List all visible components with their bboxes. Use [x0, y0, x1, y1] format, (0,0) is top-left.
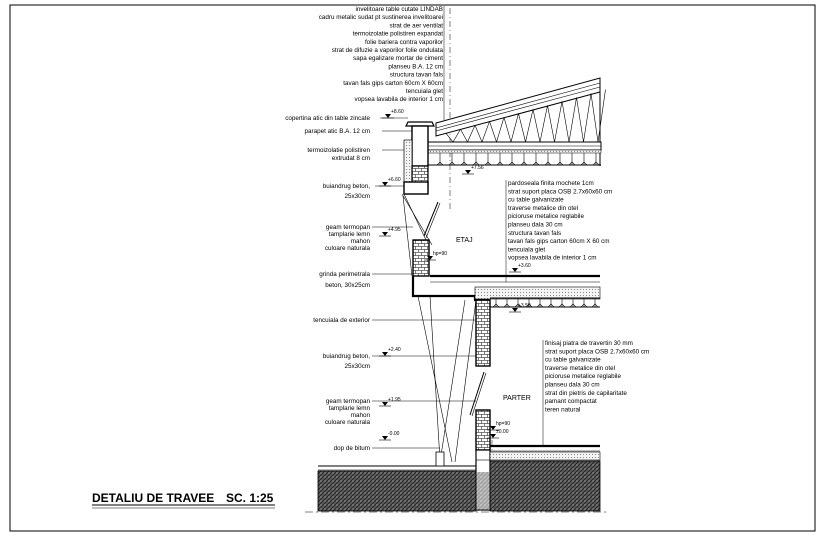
truss-member	[591, 94, 598, 142]
level-value: -0.00	[388, 431, 400, 437]
ceiling-hangers	[437, 153, 599, 165]
annotation-label: buiandrug beton,	[322, 353, 370, 360]
annotation-label: buiandrug beton,	[322, 183, 370, 190]
truss-member	[468, 125, 476, 142]
floor-layer-label: pardoseala finita mochete 1cm	[508, 180, 594, 187]
level-value: +4.95	[388, 227, 401, 233]
roof-layer-label: strat de difuzie a vaporilor folie ondulata	[331, 47, 443, 54]
drawing-title: DETALIU DE TRAVEE	[92, 491, 215, 505]
floor-layer-label: picioruse metalice reglabile	[508, 213, 584, 221]
truss-member	[598, 90, 606, 142]
ground-layer-label: pamant compactat	[545, 398, 597, 406]
truss-member	[569, 97, 577, 142]
floor-layer-label: strat suport placa OSB 2.7x60x60 cm	[508, 188, 613, 196]
truss-member	[533, 109, 540, 142]
truss-member	[504, 117, 511, 142]
level-value: +3.60	[518, 263, 531, 269]
left-annotation-labels	[285, 115, 476, 452]
drawing-scale: SC. 1:25	[226, 491, 274, 505]
roof-layer-label: sapa egalizare mortar de ciment	[353, 55, 443, 63]
roof-layer-labels	[319, 6, 444, 120]
roof-layer-label: structura tavan fals	[389, 71, 443, 79]
roof-layer-label: strat de aer ventilat	[389, 22, 443, 30]
truss-member	[497, 117, 505, 142]
level-value: +7.56	[471, 165, 484, 171]
truss-member	[461, 129, 468, 142]
annotation-label: culoare naturala	[324, 245, 370, 252]
truss-member	[490, 121, 497, 142]
truss-member	[519, 113, 526, 142]
annotation-label: tamplarie lemn	[328, 231, 370, 238]
annotation-label: beton, 30x25cm	[325, 282, 370, 289]
annotation-label: geam termopan	[325, 398, 370, 405]
annotation-label: tencuiala de exterior	[313, 317, 370, 324]
roof-layer-label: vopsea lavabila de interior 1 cm	[354, 96, 443, 104]
annotation-label: culoare naturala	[324, 419, 370, 426]
truss-member	[475, 125, 482, 142]
ground-layer-label: cu table galvanizate	[545, 356, 601, 364]
floor-layer-label: cu table galvanizate	[508, 196, 564, 204]
level-value: hp=90	[433, 251, 448, 257]
ground-layer-labels	[543, 340, 649, 446]
truss-member	[577, 98, 584, 142]
annotation-label: mahon	[350, 238, 370, 245]
ground-layer-label: traverse metalice din otel	[545, 364, 615, 372]
roof-layer-label: tavan fals gips carton 60cm X 60cm	[343, 79, 443, 87]
level-value: +8.60	[391, 109, 404, 115]
ground-layer-label: picioruse metalice reglabile	[545, 373, 621, 381]
soil-hatch	[318, 461, 600, 511]
ground-layer-label: strat suport placa OSB 2.7x60x60 cm	[545, 348, 650, 356]
truss-member	[446, 133, 453, 142]
roof-layer-label: folie bariera contra vaporilor	[364, 38, 443, 46]
roof-assembly	[425, 78, 606, 166]
ceiling-hangers	[493, 299, 598, 307]
room-label-etaj: ETAJ	[456, 237, 473, 244]
annotation-label: termoizolatie polistiren	[307, 147, 370, 154]
annotation-label: parapet atic B.A. 12 cm	[304, 128, 370, 135]
level-value: +6.60	[388, 177, 401, 183]
level-markers	[379, 109, 531, 440]
roof-layer-label: cadru metalic sudat pt sustinerea invelitoarei	[318, 14, 443, 22]
roof-layer-label: planseu B.A. 12 cm	[388, 63, 443, 71]
annotation-label: copertina atic din table zincate	[285, 115, 370, 122]
truss-member	[511, 113, 519, 142]
floor-layer-label: traverse metalice din otel	[508, 204, 578, 212]
level-value: ±0.00	[496, 429, 509, 435]
floor-layer-label: tavan fals gips carton 60cm X 60 cm	[508, 238, 610, 246]
ground-layer-label: strat din pietris de capilaritate	[545, 389, 627, 397]
annotation-label: extrudat 8 cm	[331, 155, 370, 162]
annotation-label: 25x30cm	[344, 363, 370, 370]
annotation-label: tamplarie lemn	[328, 405, 370, 412]
floor-layer-label: vopsea lavabila de interior 1 cm	[508, 254, 597, 262]
truss-member	[526, 109, 534, 142]
room-label-parter: PARTER	[503, 395, 531, 402]
roof-layer-label: tencuiala glet	[405, 88, 443, 95]
truss-member	[584, 94, 592, 142]
annotation-label: geam termopan	[325, 224, 370, 231]
level-value: +2.40	[388, 347, 401, 353]
level-value: +3.50	[518, 303, 531, 309]
roof-layer-label: invelitoare table cutate LINDAB	[355, 6, 443, 13]
floor-layer-label: structura tavan fals	[508, 229, 562, 237]
level-value: hp=90	[496, 421, 511, 427]
floor-layer-label: tencuiala glet	[508, 246, 546, 254]
roof-layer-label: termoizolatie polistiren expandat	[352, 30, 443, 38]
truss-member	[562, 101, 569, 142]
truss-member	[555, 101, 563, 142]
truss-member	[482, 121, 490, 142]
annotation-label: 25x30cm	[344, 193, 370, 200]
truss-member	[540, 105, 548, 142]
annotation-label: dop de bitum	[333, 445, 370, 452]
level-value: +1.95	[388, 397, 401, 403]
truss-member	[548, 105, 555, 142]
annotation-label: mahon	[350, 412, 370, 419]
floor-slab	[475, 287, 600, 299]
ground-layer-label: planseu dala 30 cm	[545, 381, 600, 389]
attic-parapet	[404, 122, 434, 194]
annotation-label: grinda perimetrala	[319, 271, 370, 278]
ground-layer-label: teren natural	[545, 406, 581, 414]
ground-layer-label: finisaj piatra de travertin 30 mm	[545, 340, 633, 347]
floor-layer-label: planseu dala 30 cm	[508, 221, 563, 229]
